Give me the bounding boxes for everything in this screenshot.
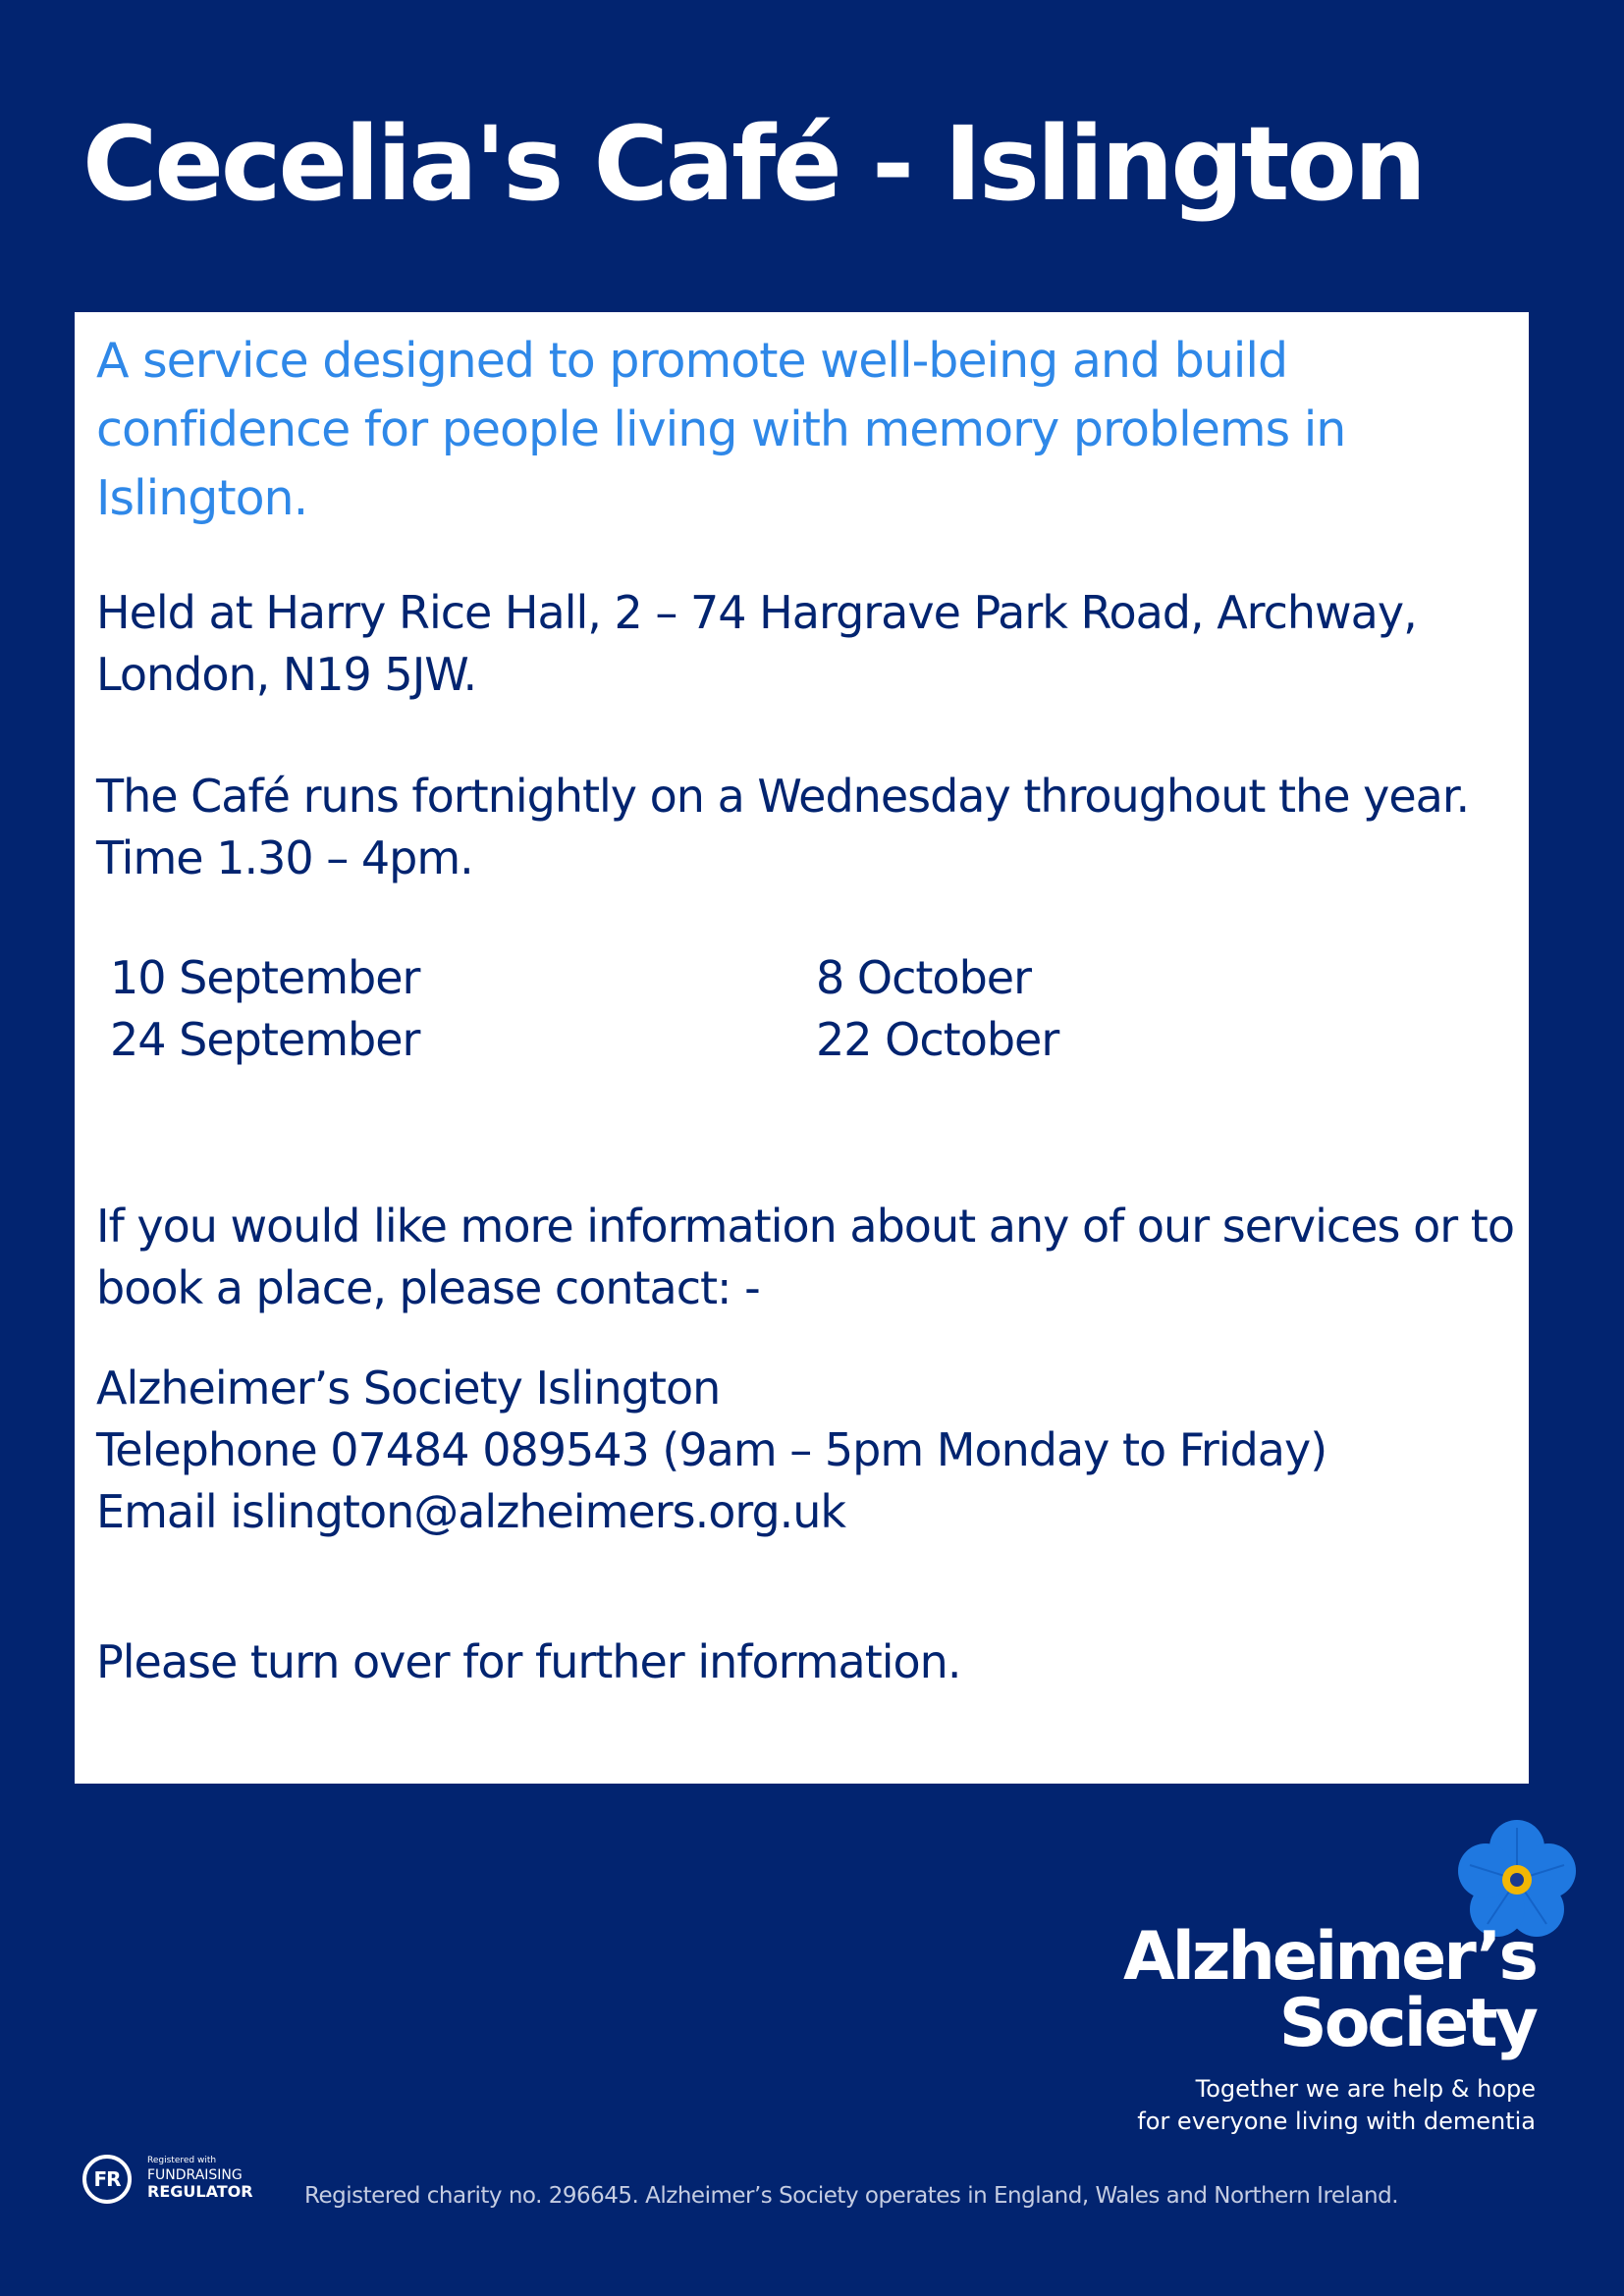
contact-name: Alzheimer’s Society Islington: [96, 1362, 721, 1415]
date-item: 24 September: [110, 1013, 420, 1066]
contact-phone: Telephone 07484 089543 (9am – 5pm Monday to Friday): [96, 1423, 1327, 1476]
turn-over-note: Please turn over for further information.: [96, 1635, 961, 1688]
date-item: 10 September: [110, 951, 420, 1004]
fr-fundraising-text: FUNDRAISING: [147, 2167, 243, 2183]
contact-intro: If you would like more information about any of our services or to book a place, please contact: -: [96, 1200, 1514, 1314]
alzheimers-society-logo: [1080, 1816, 1591, 2140]
charity-footer-text: Registered charity no. 296645. Alzheimer’s Society operates in England, Wales and Northern Ireland.: [304, 2183, 1399, 2209]
fr-initials: FR: [93, 2167, 121, 2191]
logo-word-alzheimers: Alzheimer’s: [1122, 1918, 1536, 1996]
venue-text: Held at Harry Rice Hall, 2 – 74 Hargrave Park Road, Archway, London, N19 5JW.: [96, 586, 1417, 701]
fundraising-regulator-badge: [82, 2152, 279, 2213]
logo-tagline: for everyone living with dementia: [1137, 2108, 1536, 2135]
contact-email: Email islington@alzheimers.org.uk: [96, 1485, 846, 1538]
fr-registered-text: Registered with: [147, 2156, 217, 2165]
schedule-text: The Café runs fortnightly on a Wednesday throughout the year. Time 1.30 – 4pm.: [96, 770, 1470, 884]
fr-regulator-text: REGULATOR: [147, 2182, 253, 2201]
intro-text: A service designed to promote well-being and build confidence for people living with memory problems in Islington.: [96, 333, 1346, 526]
page-title: Cecelia's Café - Islington: [82, 104, 1424, 224]
logo-word-society: Society: [1278, 1985, 1536, 2062]
info-card: [75, 312, 1529, 1784]
date-item: 8 October: [816, 951, 1031, 1004]
date-item: 22 October: [816, 1013, 1059, 1066]
logo-tagline: Together we are help & hope: [1195, 2075, 1536, 2103]
